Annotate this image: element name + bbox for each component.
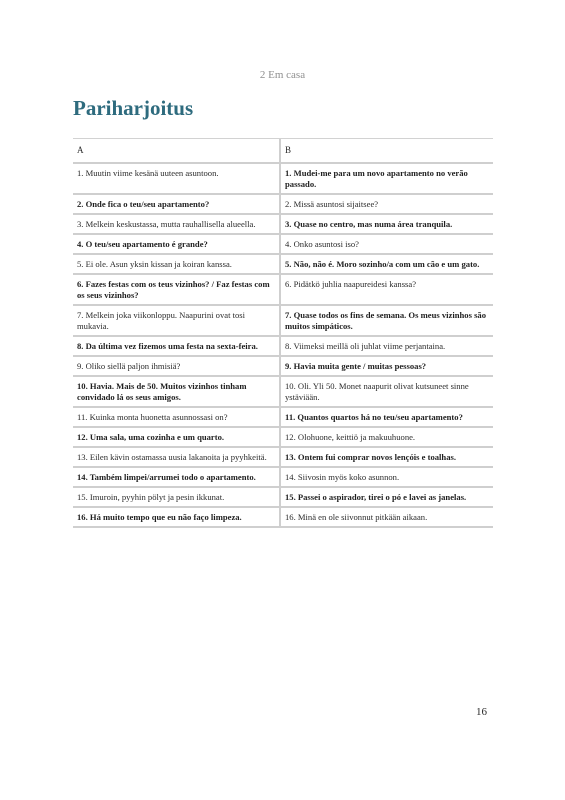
table-cell-b: 12. Olohuone, keittiö ja makuuhuone. <box>281 428 493 448</box>
table-cell-a: 3. Melkein keskustassa, mutta rauhallisella alueella. <box>73 215 281 235</box>
table-cell-b: 11. Quantos quartos há no teu/seu apartamento? <box>281 408 493 428</box>
table-cell-b: 3. Quase no centro, mas numa área tranquila. <box>281 215 493 235</box>
table-cell-a: 6. Fazes festas com os teus vizinhos? / Faz festas com os seus vizinhos? <box>73 275 281 306</box>
page-number: 16 <box>476 706 487 718</box>
table-cell-a: 14. Também limpei/arrumei todo o apartamento. <box>73 468 281 488</box>
table-cell-a: 15. Imuroin, pyyhin pölyt ja pesin ikkunat. <box>73 488 281 508</box>
table-cell-a: 11. Kuinka monta huonetta asunnossasi on? <box>73 408 281 428</box>
table-cell-b: 10. Oli. Yli 50. Monet naapurit olivat kutsuneet sinne ystäviään. <box>281 377 493 408</box>
table-cell-b: 7. Quase todos os fins de semana. Os meus vizinhos são muitos simpáticos. <box>281 306 493 337</box>
table-cell-a: 13. Eilen kävin ostamassa uusia lakanoita ja pyyhkeitä. <box>73 448 281 468</box>
table-cell-a: 8. Da última vez fizemos uma festa na sexta-feira. <box>73 337 281 357</box>
table-cell-a: 12. Uma sala, uma cozinha e um quarto. <box>73 428 281 448</box>
table-cell-a: 10. Havia. Mais de 50. Muitos vizinhos tinham convidado lá os seus amigos. <box>73 377 281 408</box>
page-title: Pariharjoitus <box>73 96 194 120</box>
table-cell-a: 1. Muutin viime kesänä uuteen asuntoon. <box>73 164 281 195</box>
table-cell-b: 1. Mudei-me para um novo apartamento no verão passado. <box>281 164 493 195</box>
column-header-b: B <box>281 139 493 164</box>
table-cell-a: 4. O teu/seu apartamento é grande? <box>73 235 281 255</box>
table-cell-a: 2. Onde fica o teu/seu apartamento? <box>73 195 281 215</box>
table-cell-b: 13. Ontem fui comprar novos lençóis e toalhas. <box>281 448 493 468</box>
table-cell-b: 9. Havia muita gente / muitas pessoas? <box>281 357 493 377</box>
table-cell-b: 8. Viimeksi meillä oli juhlat viime perjantaina. <box>281 337 493 357</box>
table-cell-a: 16. Há muito tempo que eu não faço limpeza. <box>73 508 281 528</box>
table-cell-b: 16. Minä en ole siivonnut pitkään aikaan. <box>281 508 493 528</box>
table-cell-a: 5. Ei ole. Asun yksin kissan ja koiran kanssa. <box>73 255 281 275</box>
table-cell-b: 15. Passei o aspirador, tirei o pó e lavei as janelas. <box>281 488 493 508</box>
exercise-table <box>73 138 493 528</box>
column-header-a: A <box>73 139 281 164</box>
table-cell-b: 6. Pidätkö juhlia naapureidesi kanssa? <box>281 275 493 306</box>
table-cell-a: 9. Oliko siellä paljon ihmisiä? <box>73 357 281 377</box>
table-cell-b: 5. Não, não é. Moro sozinho/a com um cão e um gato. <box>281 255 493 275</box>
table-cell-b: 14. Siivosin myös koko asunnon. <box>281 468 493 488</box>
table-cell-b: 2. Missä asuntosi sijaitsee? <box>281 195 493 215</box>
table-cell-a: 7. Melkein joka viikonloppu. Naapurini ovat tosi mukavia. <box>73 306 281 337</box>
running-header: 2 Em casa <box>259 69 306 81</box>
table-cell-b: 4. Onko asuntosi iso? <box>281 235 493 255</box>
